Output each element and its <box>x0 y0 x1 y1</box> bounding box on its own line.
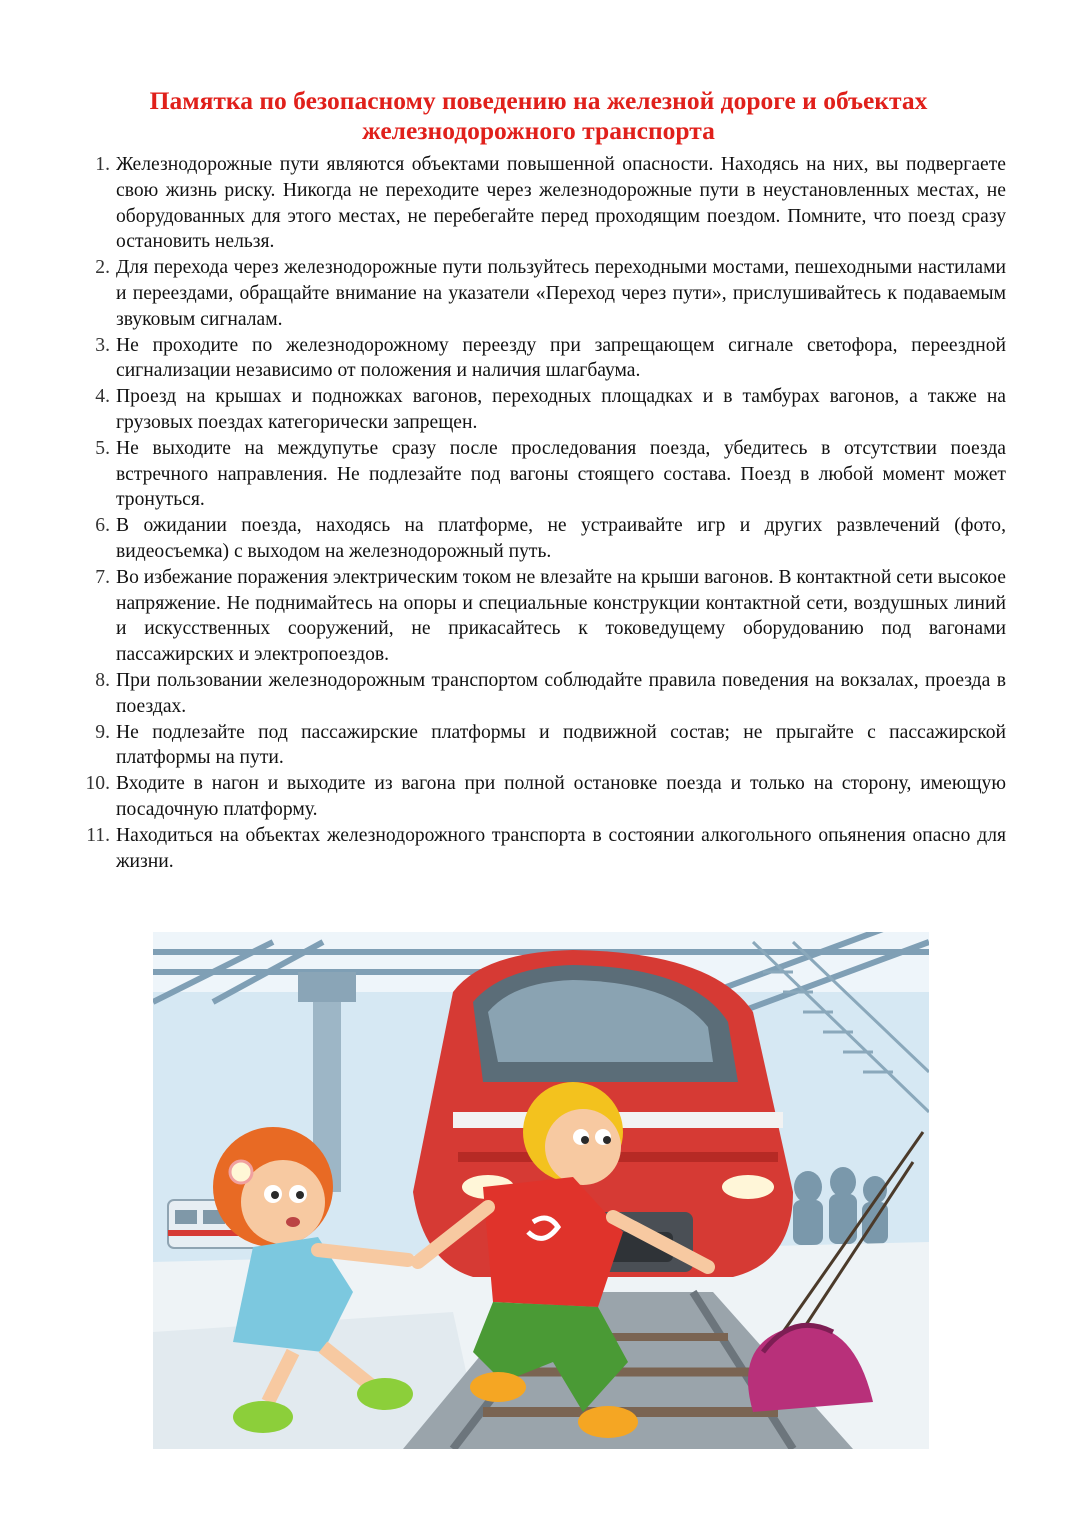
list-item <box>72 720 1006 772</box>
rule-number: 2. <box>95 257 110 279</box>
list-item <box>72 255 1006 332</box>
illustration-drawing <box>153 932 929 1449</box>
rule-text: В ожидании поезда, находясь на платформе, не устраивайте игр и других развлечений (фото, видеосъемка) с выходом на железнодорожный путь. <box>116 515 1006 562</box>
rule-number: 11. <box>86 824 110 846</box>
list-item <box>72 513 1006 565</box>
rule-number: 6. <box>95 515 110 537</box>
rule-number: 10. <box>85 773 110 795</box>
list-item <box>72 771 1006 823</box>
rule-text: Для перехода через железнодорожные пути пользуйтесь переходными мостами, пешеходными настилами и переездами, обращайте внимание на указатели «Переход через пути», прислушивайтесь к подаваемым звуковым сигналам. <box>116 257 1006 330</box>
rule-text: Не проходите по железнодорожному переезду при запрещающем сигнале светофора, переездной сигнализации независимо от положения и наличия шлагбаума. <box>116 334 1006 382</box>
rule-number: 4. <box>95 386 110 408</box>
rule-number: 8. <box>95 669 110 691</box>
list-item <box>72 436 1006 513</box>
rule-text: Во избежание поражения электрическим током не влезайте на крыши вагонов. В контактной сети высокое напряжение. Не поднимайтесь на опоры и специальные конструкции контактной сети, воздушных линий и искусственных сооружений, не прикасайтесь к токоведущему оборудованию под вагонами пассажирских и электропоездов. <box>116 566 1006 666</box>
rule-text: Находиться на объектах железнодорожного транспорта в состоянии алкогольного опьянения опасно для жизни. <box>116 824 1006 872</box>
rule-number: 7. <box>95 566 110 588</box>
rule-number: 1. <box>95 154 110 175</box>
list-item <box>72 152 1006 255</box>
rule-text: Проезд на крышах и подножках вагонов, переходных площадках и в тамбурах вагонов, а также на грузовых поездах категорически запрещен. <box>116 386 1006 433</box>
crowd-silhouette <box>793 1167 888 1245</box>
list-item <box>72 823 1006 875</box>
page-title: Памятка по безопасному поведению на железной дороге и объектах железнодорожного транспорта <box>149 86 928 145</box>
rules-list <box>72 152 1006 874</box>
rule-number: 5. <box>95 437 110 459</box>
rule-text: Входите в нагон и выходите из вагона при полной остановке поезда и только на сторону, имеющую посадочную платформу. <box>116 773 1006 820</box>
rule-text: Не выходите на междупутье сразу после проследования поезда, убедитесь в отсутствии поезда встречного направления. Не подлезайте под вагоны стоящего состава. Поезд в любой момент может тронуться. <box>116 437 1006 511</box>
railway-safety-illustration <box>153 932 929 1449</box>
rule-text: При пользовании железнодорожным транспортом соблюдайте правила поведения на вокзалах, проезда в поездах. <box>116 669 1006 717</box>
list-item <box>72 565 1006 668</box>
list-item <box>72 668 1006 720</box>
rule-text: Не подлезайте под пассажирские платформы и подвижной состав; не прыгайте с пассажирской платформы на пути. <box>116 721 1006 769</box>
list-item <box>72 384 1006 436</box>
rule-number: 9. <box>95 721 110 743</box>
list-item <box>72 333 1006 385</box>
rule-number: 3. <box>95 334 110 356</box>
rule-text: Железнодорожные пути являются объектами повышенной опасности. Находясь на них, вы подвергаете свою жизнь риску. Никогда не переходите через железнодорожные пути в неустановленных местах, не оборудованных для этого местах, не перебегайте перед проходящим поездом. Помните, что поезд сразу остановить нельзя. <box>116 154 1006 253</box>
